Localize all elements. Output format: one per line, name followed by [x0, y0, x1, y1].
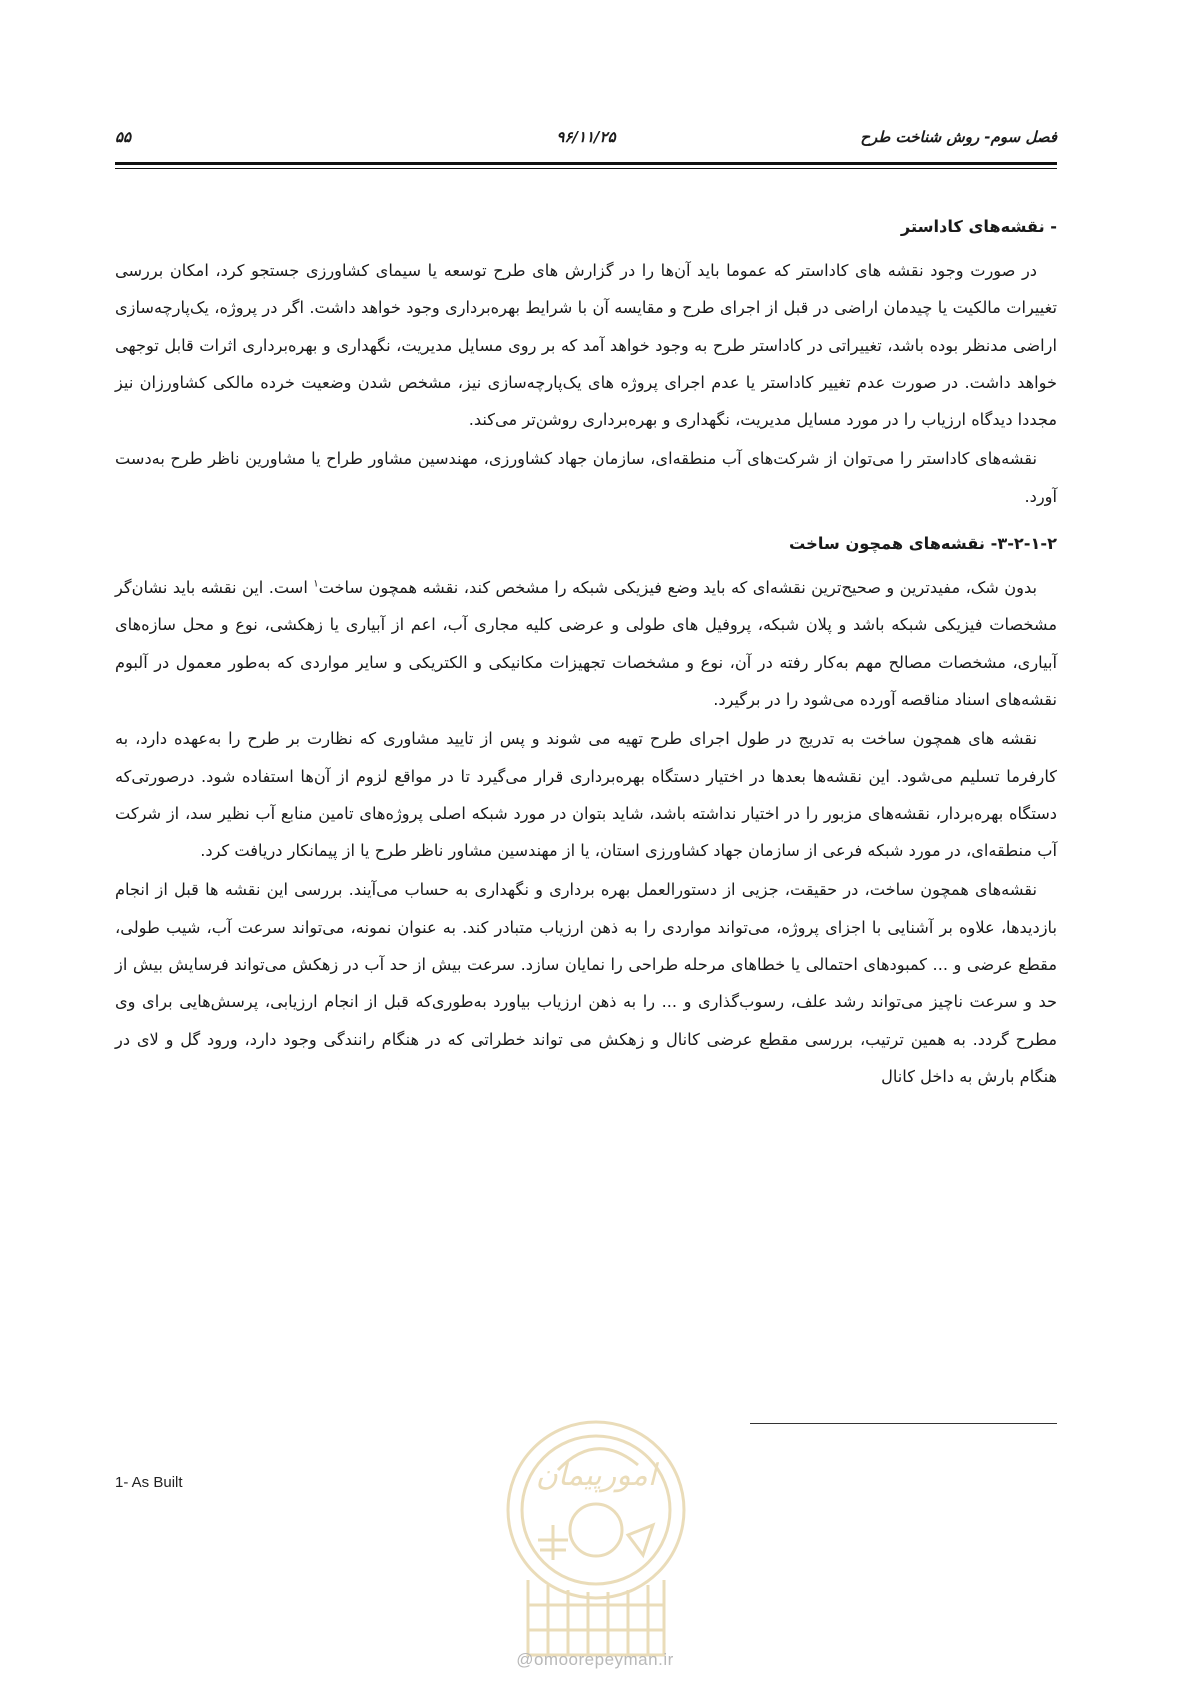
footnote-marker[interactable]: ۱	[313, 578, 319, 590]
header-rule	[115, 162, 1057, 165]
footnote: 1- As Built	[115, 1474, 183, 1491]
watermark-logo	[478, 1410, 714, 1670]
chapter-title: فصل سوم- روش شناخت طرح	[860, 128, 1057, 146]
paragraph: نقشه‌های همچون ساخت، در حقیقت، جزیی از دستورالعمل بهره برداری و نگهداری به حساب می‌آیند. بررسی این نقشه ها قبل از انجام بازدیدها، علاوه بر آشنایی با اجزای پروژه، می‌تواند مواردی را به ذهن ارزیاب متبادر کند. به عنوان نمونه، می‌تواند سرعت آب، شیب طولی، مقطع عرضی و ... کمبودهای احتمالی یا خطاهای مرحله طراحی را نمایان سازد. سرعت بیش از حد آب در زهکش می‌تواند فرسایش بیش از حد و سرعت ناچیز می‌تواند رشد علف، رسوب‌گذاری و ... را به ذهن ارزیاب بیاورد به‌طوری‌که قبل از انجام ارزیابی، پرسش‌هایی برای وی مطرح گردد. به همین ترتیب، بررسی مقطع عرضی کانال و زهکش می تواند خطراتی که در هنگام رانندگی وجود دارد، ورود گل و لای در هنگام بارش به داخل کانال	[115, 880, 1057, 1086]
section-heading-cadastre: - نقشه‌های کاداستر	[900, 217, 1057, 236]
page-header	[115, 128, 1057, 152]
paragraph	[115, 569, 1057, 718]
paragraph: در صورت وجود نقشه های کاداستر که عموما باید آن‌ها را در گزارش های طرح توسعه یا سیمای کشاورزی جستجو کرد، امکان بررسی تغییرات مالکیت یا چیدمان اراضی در قبل از اجرای طرح و مقایسه آن با شرایط بهره‌برداری وجود خواهد داشت. اگر در پروژه، یک‌پارچه‌سازی اراضی مدنظر بوده باشد، تغییراتی در کاداستر طرح به وجود خواهد آمد که بر روی مسایل مدیریت، نگهداری و بهره‌برداری اثرات قابل توجهی خواهد داشت. در صورت عدم تغییر کاداستر یا عدم اجرای پروژه های یک‌پارچه‌سازی نیز، مشخص شدن وضعیت خرده مالکی کشاورزان نیز مجددا دیدگاه ارزیاب را در مورد مسایل مدیریت، نگهداری و بهره‌برداری روشن‌تر می‌کند.	[115, 261, 1057, 430]
document-body	[115, 212, 1057, 1097]
watermark-site: @omoorepeyman.ir	[516, 1650, 674, 1669]
paragraph-text: بدون شک، مفیدترین و صحیح‌ترین نقشه‌ای که باید وضع فیزیکی شبکه را مشخص کند، نقشه همچون ساخت	[318, 578, 1037, 598]
paragraph: نقشه های همچون ساخت به تدریج در طول اجرای طرح تهیه می شوند و پس از تایید مشاوری که نظارت بر طرح را به‌عهده دارد، به کارفرما تسلیم می‌شود. این نقشه‌ها بعدها در اختیار دستگاه بهره‌برداری قرار می‌گیرد تا در مواقع لزوم از آن‌ها استفاده شود. درصورتی‌که دستگاه بهره‌بردار، نقشه‌های مزبور را در اختیار نداشته باشد، شاید بتوان در مورد شبکه اصلی پروژه‌های تامین منابع آب نظیر سد، از شرکت آب منطقه‌ای، در مورد شبکه فرعی از سازمان جهاد کشاورزی استان، یا از مهندسین مشاور ناظر طرح یا از پیمانکار دریافت کرد.	[115, 729, 1057, 861]
svg-text:امورپیمان: امورپیمان	[535, 1458, 657, 1493]
paragraph-text: است. این نقشه باید نشان‌گر مشخصات فیزیکی شبکه باشد و پلان شبکه، پروفیل های طولی و عرضی کلیه مجاری آب، اعم از آبیاری یا زهکشی، نوع و محل سازه‌های آبیاری، مشخصات مصالح مهم به‌کار رفته در آن، نوع و مشخصات تجهیزات مکانیکی و الکتریکی و سایر مواردی که به‌طور معمول در آلبوم نقشه‌های اسناد مناقصه آورده می‌شود را در برگیرد.	[115, 578, 1057, 709]
section-heading-as-built: ۳-۲-۱-۲- نقشه‌های همچون ساخت	[789, 534, 1057, 554]
header-rule-thin	[115, 168, 1057, 169]
paragraph: نقشه‌های کاداستر را می‌توان از شرکت‌های آب منطقه‌ای، سازمان جهاد کشاورزی، مهندسین مشاور طراح یا مشاورین ناظر طرح به‌دست آورد.	[115, 449, 1057, 506]
footnote-divider	[750, 1423, 1057, 1424]
header-date: ۹۶/۱۱/۲۵	[556, 128, 616, 146]
page-number: ۵۵	[115, 128, 132, 146]
